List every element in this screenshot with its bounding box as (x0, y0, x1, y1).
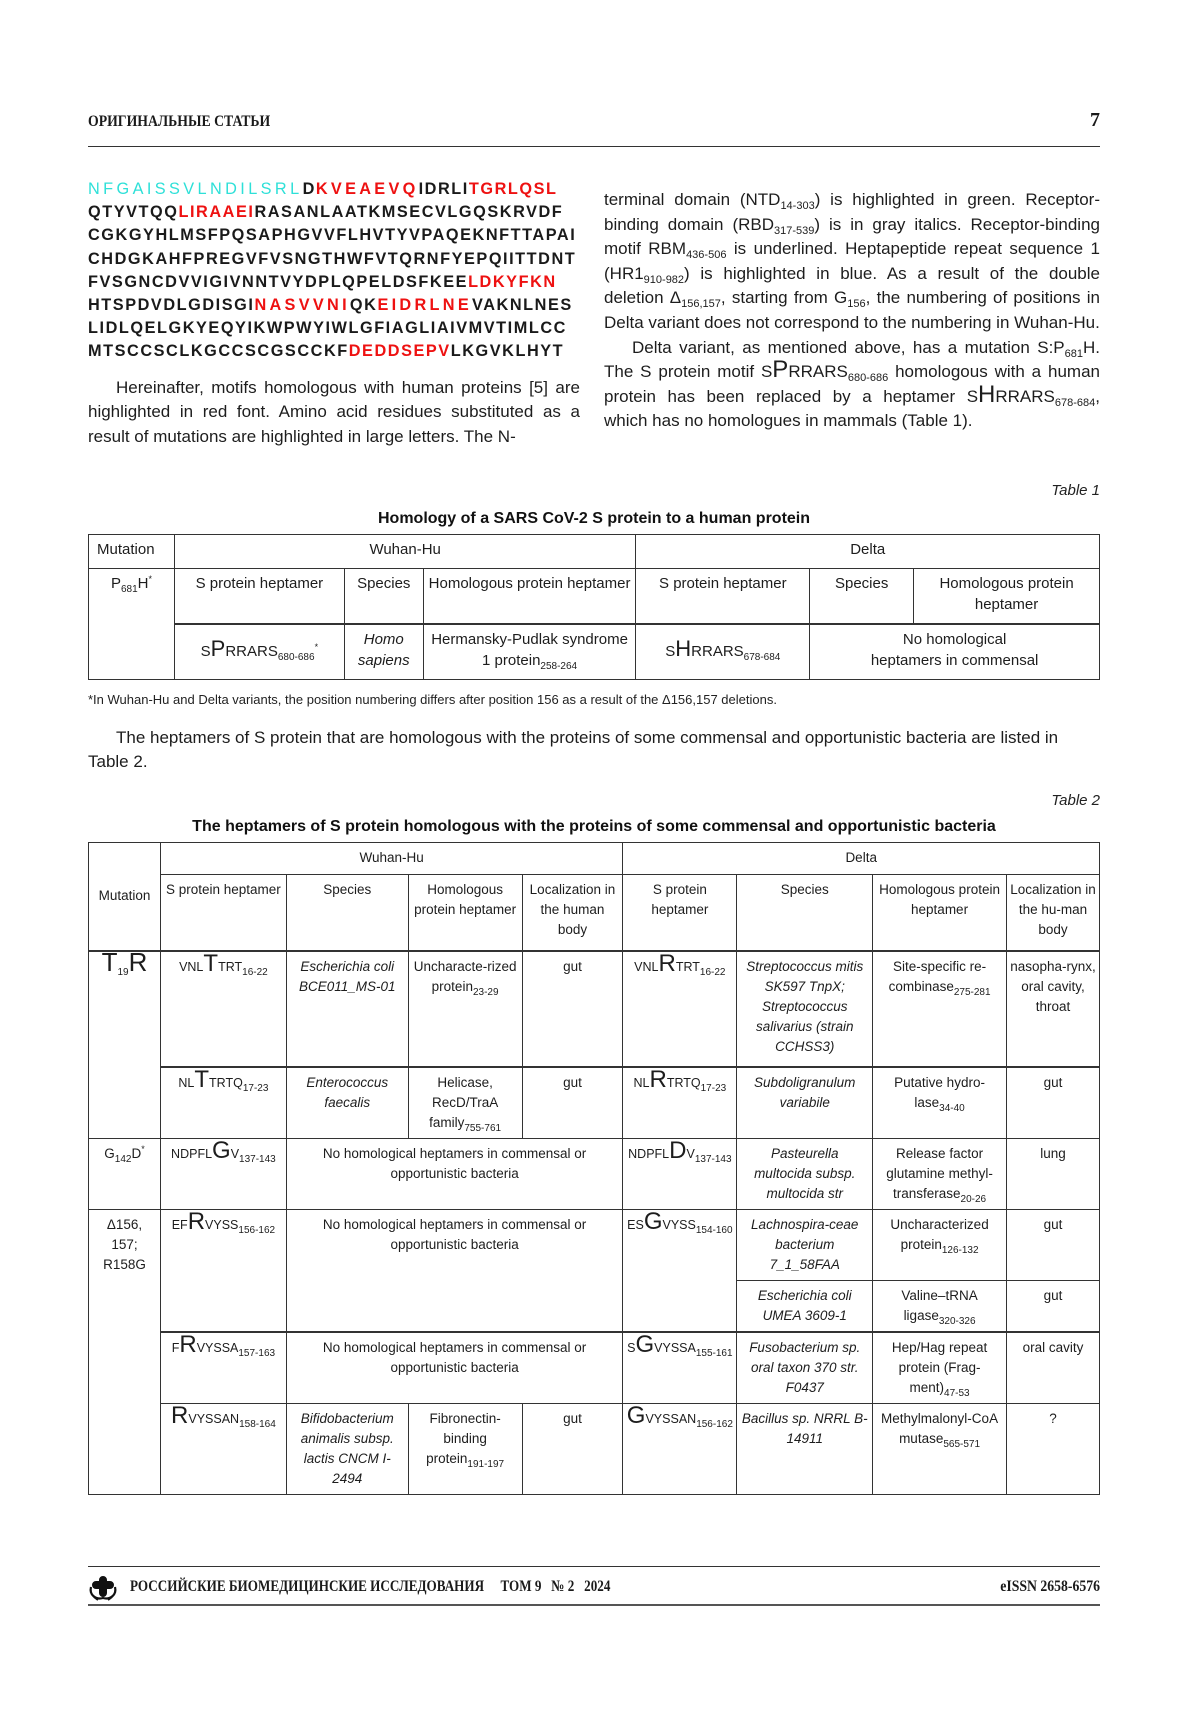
localization-cell: gut (1006, 1067, 1099, 1139)
homolog-cell: Helicase, RecD/TraA family$_{755-761}$ (408, 1067, 522, 1139)
homolog-cell: Fibronectin-binding protein$_{191-197}$ (408, 1404, 522, 1495)
localization-cell: gut (1006, 1281, 1099, 1333)
localization-cell: nasopha-rynx, oral cavity, throat (1006, 951, 1099, 1067)
subheader: Species (810, 569, 914, 624)
subheader: Homologous protein heptamer (408, 875, 522, 951)
body-paragraph: terminal domain $(NTD_{14-303})$ is highlighted in green. Receptor-binding domain $(RBD_{317-539})$ is in gray italics. Receptor-binding motif $RBM_{436-506}$ is underlined. Heptapeptide repeat sequence 1 $(HR1_{910-982})$ is highlighted in blue. As a result of the double deletion $\Delta_{156,157}$, starting from $G_{156}$, the numbering of positions in Delta variant does not correspond to the numbering in Wuhan-Hu. (604, 190, 1100, 332)
sequence-line: LIDLQELGKYEQYIKWPWYIWLGFIAGLIAIVMVTIMLCC (88, 319, 567, 338)
header-wuhan: Wuhan-Hu (174, 535, 635, 569)
subheader: S protein heptamer (636, 569, 810, 624)
subheader: Localization in the hu-man body (1006, 875, 1099, 951)
species-cell: Pasteurella multocida subsp. multocida str (737, 1139, 873, 1210)
sequence-line (88, 271, 580, 294)
table2-title: The heptamers of S protein homologous with the proteins of some commensal and opportunistic bacteria (192, 818, 996, 835)
table-row (89, 1332, 1100, 1404)
subheader: Species (737, 875, 873, 951)
table2 (88, 842, 1100, 1495)
table1-footnote: *In Wuhan-Hu and Delta variants, the position numbering differs after position 156 as a result of the Δ156,157 deletions. (88, 692, 777, 707)
species-cell: Bifidobacterium animalis subsp. lactis CNCM I-2494 (286, 1404, 408, 1495)
heptamer-cell: $RVYSSAN_{158-164}$ (160, 1404, 286, 1495)
species-cell: Fusobacterium sp. oral taxon 370 str. F0437 (737, 1332, 873, 1404)
header-wuhan: Wuhan-Hu (160, 843, 622, 875)
species-cell: Lachnospira-ceae bacterium 7_1_58FAA (737, 1210, 873, 1281)
table-row (89, 1404, 1100, 1495)
homolog-cell: Valine–tRNA ligase$_{320-326}$ (873, 1281, 1007, 1333)
sequence-line (88, 178, 580, 201)
heptamer-cell: $NDPFLDV_{137-143}$ (623, 1139, 737, 1210)
subheader: S protein heptamer (160, 875, 286, 951)
homolog-cell: Release factor glutamine methyl-transferase$_{20-26}$ (873, 1139, 1007, 1210)
species-cell: Escherichia coli UMEA 3609-1 (737, 1281, 873, 1333)
heptamer-cell: $ESGVYSS_{154-160}$ (623, 1210, 737, 1333)
human-motif: TGRLQSL (468, 180, 558, 198)
species-cell: Escherichia coli BCE011_MS-01 (286, 951, 408, 1067)
seq-segment: VAKNLNES (472, 296, 573, 315)
heptamer-cell: $NLTTRTQ_{17-23}$ (160, 1067, 286, 1139)
human-motif: LDKYFKN (468, 272, 557, 291)
table1 (88, 534, 1100, 680)
table-row (89, 1139, 1100, 1210)
heptamer-cell: $NDPFLGV_{137-143}$ (160, 1139, 286, 1210)
table1-title: Homology of a SARS CoV-2 S protein to a human protein (377, 510, 811, 527)
mutation-cell: Δ156, 157; R158G (89, 1210, 161, 1495)
seq-segment: QK (349, 296, 378, 315)
homolog-cell: Methylmalonyl-CoA mutase$_{565-571}$ (873, 1404, 1007, 1495)
homolog-cell: Site-specific re-combinase$_{275-281}$ (873, 951, 1007, 1067)
subheader: Species (286, 875, 408, 951)
body-paragraph: The heptamers of S protein that are homologous with the proteins of some commensal and opportunistic bacteria are listed in Table 2. (88, 728, 1059, 771)
human-motif: EIDRLNE (377, 296, 473, 315)
subheader: Localization in the human body (522, 875, 623, 951)
subheader: Homologous protein heptamer (423, 569, 636, 624)
left-column (88, 178, 580, 449)
seq-segment: RASANLAATKMSECVLGQSKRVDF (254, 203, 564, 222)
sequence-line (88, 340, 580, 363)
human-motif: NASVVNI (254, 296, 350, 315)
sequence-line: CGKGYHLMSFPQSAPHGVVFLHVTYVPAQEKNFTTAPAI (88, 226, 577, 245)
species-cell: Homo sapiens (344, 624, 423, 680)
subheader: Homologous protein heptamer (914, 569, 1100, 624)
localization-cell: gut (522, 1067, 623, 1139)
heptamer-cell: $SGVYSSA_{155-161}$ (623, 1332, 737, 1404)
header-delta: Delta (623, 843, 1100, 875)
homolog-cell: Uncharacte-rized protein$_{23-29}$ (408, 951, 522, 1067)
species-cell: Streptococcus mitis SK597 TnpX; Streptococcus salivarius (strain CCHSS3) (737, 951, 873, 1067)
subheader: S protein heptamer (623, 875, 737, 951)
table-row (89, 951, 1100, 1067)
mutation-cell: $T_{19}R$ (89, 951, 161, 1139)
running-head (88, 109, 1100, 147)
subheader: S protein heptamer (174, 569, 344, 624)
sequence-line (88, 294, 580, 317)
heptamer-cell: $NLRTRTQ_{17-23}$ (623, 1067, 737, 1139)
heptamer-cell: $SPRRARS_{680-686}^*$ (174, 624, 344, 680)
seq-segment: MTSCCSCLKGCCSCGSCCKF (88, 342, 349, 361)
heptamer-cell: $EFRVYSS_{156-162}$ (160, 1210, 286, 1333)
homolog-cell: Putative hydro-lase$_{34-40}$ (873, 1067, 1007, 1139)
homolog-cell: Uncharacterized protein$_{126-132}$ (873, 1210, 1007, 1281)
section-title: ОРИГИНАЛЬНЫЕ СТАТЬИ (88, 113, 271, 130)
mutation-cell: $G_{142}D^*$ (89, 1139, 161, 1210)
heptamer-cell: $VNLRTRT_{16-22}$ (623, 951, 737, 1067)
no-homolog-cell: No homological heptamers in commensal or opportunistic bacteria (286, 1139, 623, 1210)
seq-segment: QTYVTQQ (88, 203, 179, 222)
header-mutation: Mutation (89, 535, 175, 569)
localization-cell: gut (522, 951, 623, 1067)
localization-cell: gut (1006, 1210, 1099, 1281)
seq-segment: HTSPDVDLGDISGI (88, 296, 255, 315)
localization-cell: lung (1006, 1139, 1099, 1210)
species-cell: Enterococcus faecalis (286, 1067, 408, 1139)
table2-label: Table 2 (1051, 792, 1100, 809)
seq-segment: LKGVKLHYT (450, 342, 565, 361)
issn: eISSN 2658-6576 (1000, 1578, 1100, 1595)
header-mutation: Mutation (89, 843, 161, 951)
heptamer-cell: $VNLTTRT_{16-22}$ (160, 951, 286, 1067)
page-number: 7 (1090, 109, 1100, 131)
header-delta: Delta (636, 535, 1100, 569)
human-motif: DEDDSEPV (348, 342, 451, 361)
localization-cell: gut (522, 1404, 623, 1495)
running-foot (88, 1566, 1100, 1606)
right-column (604, 188, 1100, 434)
human-motif: LIRAAEI (178, 203, 255, 222)
table1-label: Table 1 (1051, 482, 1100, 499)
journal-title: РОССИЙСКИЕ БИОМЕДИЦИНСКИЕ ИССЛЕДОВАНИЯ ТОМ 9 № 2 2024 (130, 1578, 611, 1595)
homolog-cell: Hermansky-Pudlak syndrome 1 protein$_{258-264}$ (423, 624, 636, 680)
seq-segment: FVSGNCDVVIGIVNNTVYDPLQPELDSFKEE (88, 272, 469, 291)
mutation-cell: $P_{681}H^*$ (89, 569, 175, 680)
sequence-line (88, 201, 580, 224)
sequence-line: CHDGKAHFPREGVFVSNGTHWFVTQRNFYEPQIITTDNT (88, 249, 577, 268)
table-row (89, 1210, 1100, 1281)
seq-segment: IDRLI (418, 180, 469, 198)
species-cell: Bacillus sp. NRRL B-14911 (737, 1404, 873, 1495)
homolog-cell: Hep/Hag repeat protein $(Frag-ment)_{47-53}$ (873, 1332, 1007, 1404)
no-homolog-cell: No homological heptamers in commensal (810, 624, 1100, 680)
no-homolog-cell: No homological heptamers in commensal or opportunistic bacteria (286, 1210, 623, 1333)
heptamer-cell: $FRVYSSA_{157-163}$ (160, 1332, 286, 1404)
body-paragraph: Hereinafter, motifs homologous with human proteins [5] are highlighted in red font. Amino acid residues substituted as a result of mutations are highlighted in large letters. The N- (88, 377, 580, 446)
localization-cell: oral cavity (1006, 1332, 1099, 1404)
protein-sequence (88, 178, 580, 364)
human-motif: KVEAEVQ (315, 180, 419, 198)
species-cell: Subdoligranulum variabile (737, 1067, 873, 1139)
heptamer-cell: $SHRRARS_{678-684}$ (636, 624, 810, 680)
heptamer-cell: $GVYSSAN_{156-162}$ (623, 1404, 737, 1495)
ntd-segment: NFGAISSVLNDILSRL (88, 180, 303, 198)
seq-segment: D (302, 180, 316, 198)
no-homolog-cell: No homological heptamers in commensal or opportunistic bacteria (286, 1332, 623, 1404)
table-row (89, 1067, 1100, 1139)
subheader: Species (344, 569, 423, 624)
body-paragraph: Delta variant, as mentioned above, has a mutation $S:P_{681}H$. The S protein motif $SPRRARS_{680-686}$ homologous with a human protein has been replaced by a heptamer $SHRRARS_{678-684}$, which has no homologues in mammals (Table 1). (604, 337, 1100, 431)
subheader: Homologous protein heptamer (873, 875, 1007, 951)
localization-cell: ? (1006, 1404, 1099, 1495)
journal-emblem-icon (88, 1575, 118, 1601)
